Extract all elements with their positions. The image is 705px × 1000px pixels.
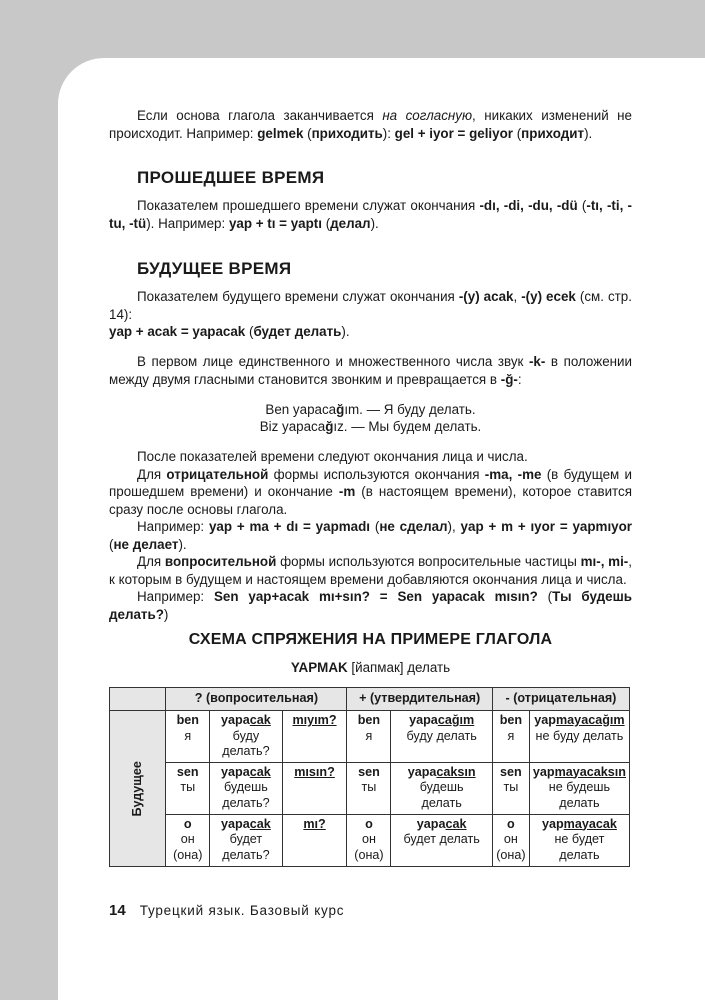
table-corner	[110, 688, 166, 711]
neg-form-cell: yapmayacağım не буду делать	[529, 711, 629, 763]
table-header-row	[110, 688, 630, 711]
pron-cell: sen ты	[347, 762, 391, 814]
voicing-paragraph: В первом лице единственного и множественного числа звук -k- в положении между двумя гласными становится звонким и превращается в -ğ-:	[109, 354, 632, 387]
scheme-heading: СХЕМА СПРЯЖЕНИЯ НА ПРИМЕРЕ ГЛАГОЛА	[188, 631, 553, 648]
particle-cell: mı?	[282, 814, 347, 866]
neg-form-cell: yapmayacaksın не будешь делать	[529, 762, 629, 814]
page-footer	[109, 902, 344, 919]
pron-cell: sen ты	[492, 762, 529, 814]
future-tense-heading: БУДУЩЕЕ ВРЕМЯ	[137, 259, 292, 278]
pron-cell: ben я	[347, 711, 391, 763]
pos-form-cell: yapacaksın будешь делать	[391, 762, 492, 814]
scheme-verb: YAPMAK [йапмак] делать	[290, 660, 451, 675]
pron-cell: ben я	[492, 711, 529, 763]
future-tense-paragraph: Показателем будущего времени служат окончания -(y) acak, -(y) ecek (см. стр. 14): yap + acak = yapacak (будет делать).	[109, 289, 632, 339]
table-row	[110, 711, 630, 763]
conjugation-table	[109, 687, 630, 867]
example-ben: Ben yapacağım. — Я буду делать.	[265, 402, 476, 417]
pos-form-cell: yapacak будет делать	[391, 814, 492, 866]
particle-cell: mıyım?	[282, 711, 347, 763]
table-row	[110, 814, 630, 866]
pron-cell: ben я	[166, 711, 210, 763]
col-positive: + (утвердительная)	[347, 688, 492, 711]
book-title: Турецкий язык. Базовый курс	[139, 903, 345, 918]
page-number: 14	[109, 902, 126, 919]
side-label: Будущее	[110, 711, 166, 867]
q-form-cell: yapacak будет делать?	[210, 814, 282, 866]
particle-cell: mısın?	[282, 762, 347, 814]
intro-paragraph: Если основа глагола заканчивается на согласную, никаких изменений не происходит. Например: gelmek (приходить): gel + iyor = geliyor (приходит).	[109, 108, 633, 141]
neg-form-cell: yapmayacak не будет делать	[529, 814, 629, 866]
past-tense-paragraph: Показателем прошедшего времени служат окончания -dı, -di, -du, -dü (-tı, -ti, -tu, -tü). Например: yap + tı = yaptı (делал).	[109, 198, 632, 231]
table-row	[110, 762, 630, 814]
example-biz: Biz yapacağız. — Мы будем делать.	[259, 419, 482, 434]
q-form-cell: yapacak буду делать?	[210, 711, 282, 763]
rules-paragraph: После показателей времени следуют окончания лица и числа. Для отрицательной формы используются окончания -ma, -me (в будущем и прошедшем времени) и окончание -m (в настоящем времени), которое ставится сразу после основы глагола. Например: yap + ma + dı = yapmadı (не сделал), yap + m + ıyor = yapmıyor (не делает). Для вопросительной формы используются вопросительные частицы mı-, mi-, к которым в будущем и настоящем времени добавляются окончания лица и числа. Например: Sen yap+acak mı+sın? = Sen yapacak mısın? (Ты будешь делать?)	[109, 449, 633, 622]
pos-form-cell: yapacağım буду делать	[391, 711, 492, 763]
col-question: ? (вопросительная)	[166, 688, 347, 711]
col-negative: - (отрицательная)	[492, 688, 629, 711]
past-tense-heading: ПРОШЕДШЕЕ ВРЕМЯ	[137, 168, 325, 187]
pron-cell: o он (она)	[492, 814, 529, 866]
q-form-cell: yapacak будешь делать?	[210, 762, 282, 814]
pron-cell: sen ты	[166, 762, 210, 814]
pron-cell: o он (она)	[166, 814, 210, 866]
pron-cell: o он (она)	[347, 814, 391, 866]
